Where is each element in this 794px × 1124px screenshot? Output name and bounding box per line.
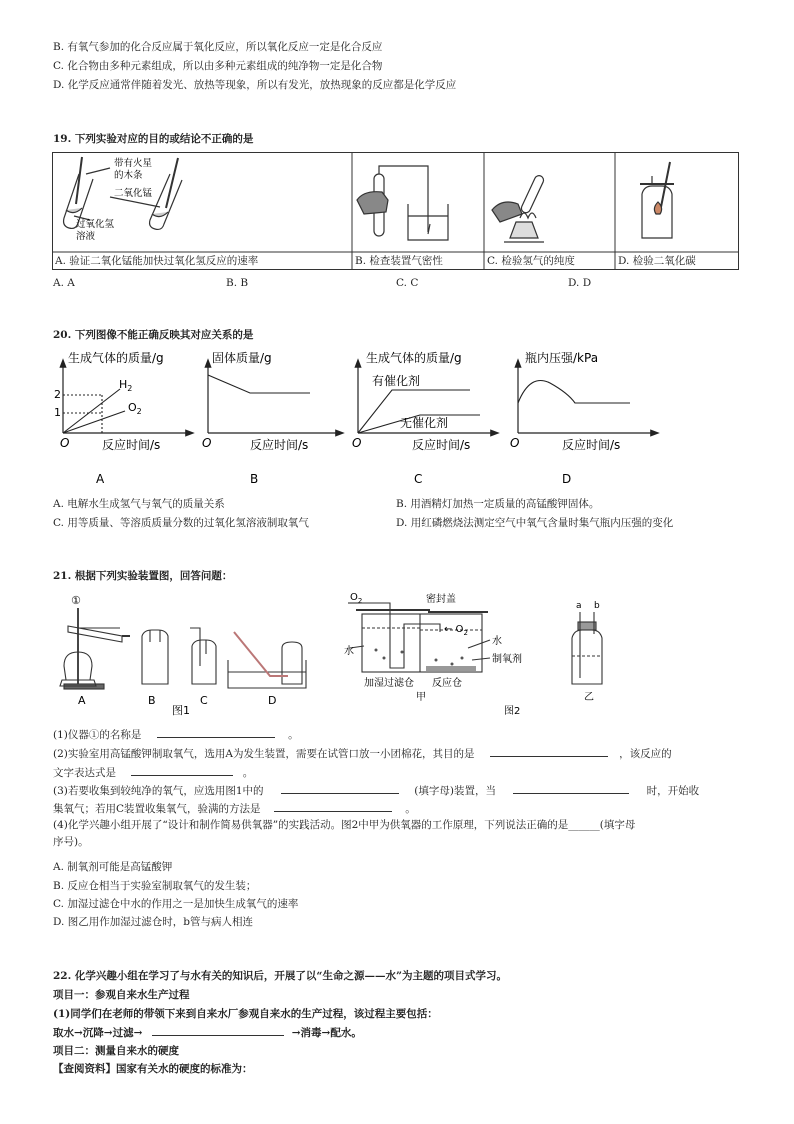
graph-b-origin: O — [202, 436, 212, 450]
fig2-agent: 制氧剂 — [492, 654, 522, 665]
graph-a-tick-1: 1 — [54, 406, 61, 419]
fig1-letter-b: B — [148, 694, 156, 707]
graph-c-ylabel: 生成气体的质量/g — [366, 351, 462, 365]
graph-a-o2-line — [63, 411, 125, 433]
answer-d: D. D — [568, 277, 592, 289]
graph-b-xlabel: 反应时间/s — [250, 438, 309, 452]
answer-blank-4[interactable] — [281, 782, 399, 794]
q21-option-c: C. 加湿过滤仓中水的作用之一是加快生成氧气的速率 — [53, 898, 299, 910]
fig2-caption: 图2 — [504, 706, 521, 717]
graph-d-curve — [518, 381, 630, 404]
caption-b: B. 检查装置气密性 — [355, 255, 443, 267]
graph-a-tick-2: 2 — [54, 388, 61, 401]
fig1-caption: 图1 — [172, 704, 190, 717]
q19-apparatus-c — [492, 174, 545, 242]
label-h2o2-2: 溶液 — [76, 231, 96, 242]
answer-a: A. A — [53, 277, 75, 289]
q21-title: 21. 根据下列实验装置图，回答问题： — [53, 570, 233, 582]
fig2-o2-top: $O_2$ — [350, 592, 363, 605]
fig2-jia: 甲 — [416, 692, 426, 703]
q21-line-3: 文字表达式是 。 — [53, 764, 253, 780]
graph-a-curves — [63, 389, 125, 433]
answer-blank-2[interactable] — [490, 745, 608, 757]
answer-blank-3[interactable] — [131, 764, 233, 776]
q22-project-2: 项目二：测量自来水的硬度 — [53, 1045, 179, 1057]
graph-c-xlabel: 反应时间/s — [412, 438, 471, 452]
q22-line-1: (1)同学们在老师的带领下来到自来水厂参观自来水的生产过程，该过程主要包括： — [53, 1008, 438, 1020]
answer-b: B. B — [226, 277, 249, 289]
caption-a: A. 验证二氧化锰能加快过氧化氢反应的速率 — [55, 255, 259, 267]
q19-figure-table — [52, 152, 740, 272]
graph-d-xlabel: 反应时间/s — [562, 438, 621, 452]
label-splint-2: 的木条 — [114, 170, 143, 181]
fig2-lid: 密封盖 — [426, 594, 456, 605]
q20-graphs — [40, 345, 660, 490]
q21-figure-1 — [50, 588, 330, 718]
label-splint-1: 带有火星 — [114, 158, 153, 169]
q21-line-7: 序号)。 — [53, 836, 89, 848]
graph-b-ylabel: 固体质量/g — [212, 351, 272, 365]
fig2-left-tank: 加湿过滤仓 — [364, 678, 414, 689]
fig2-water-left: 水 — [344, 646, 354, 657]
graph-a-letter: A — [96, 472, 105, 486]
graph-a-h2-line — [63, 389, 120, 433]
fig2-label-b: b — [594, 601, 600, 611]
fig1-letter-c: C — [200, 694, 208, 707]
fig2-right-tank: 反应仓 — [432, 678, 462, 689]
graph-c-letter: C — [414, 472, 423, 486]
q21-line-2: (2)实验室用高锰酸钾制取氧气，选用A为发生装置，需要在试管口放一小团棉花，其目的是 ，该反应的 — [53, 745, 672, 761]
fig1-letter-d: D — [268, 694, 277, 707]
answer-blank-1[interactable] — [157, 726, 275, 738]
graph-b-letter: B — [250, 472, 259, 486]
q20-option-a: A. 电解水生成氢气与氧气的质量关系 — [53, 498, 225, 510]
q22-line-2: 取水→沉降→过滤→ →消毒→配水。 — [53, 1024, 362, 1040]
q21-line-5: 集氧气；若用C装置收集氧气，验满的方法是 。 — [53, 800, 416, 816]
q22-line-3: 【查阅资料】国家有关水的硬度的标准为： — [53, 1063, 253, 1075]
graph-a-ylabel: 生成气体的质量/g — [68, 351, 164, 365]
graph-a-o2-label: $O_2$ — [128, 401, 142, 416]
answer-blank-5[interactable] — [513, 782, 629, 794]
option-d-text: D. 化学反应通常伴随着发光、放热等现象，所以有发光，放热现象的反应都是化学反应 — [53, 79, 457, 91]
q21-option-d: D. 图乙用作加湿过滤仓时，b管与病人相连 — [53, 916, 253, 928]
q20-option-c: C. 用等质量、等溶质质量分数的过氧化氢溶液制取氧气 — [53, 517, 309, 529]
graph-d-origin: O — [510, 436, 520, 450]
fig2-label-a: a — [576, 601, 582, 611]
answer-c: C. C — [396, 277, 419, 289]
graph-a-h2-label: $H_2$ — [119, 378, 133, 393]
caption-d: D. 检验二氧化碳 — [618, 255, 696, 267]
q22-title: 22. 化学兴趣小组在学习了与水有关的知识后，开展了以“生命之源——水”为主题的项目式学习。 — [53, 970, 508, 982]
answer-blank-7[interactable] — [152, 1024, 284, 1036]
graph-c-catalyst-label: 有催化剂 — [372, 374, 421, 388]
q19-apparatus-b — [357, 166, 448, 240]
q21-option-b: B. 反应仓相当于实验室制取氧气的发生装； — [53, 880, 257, 892]
fig2-water-right: 水 — [492, 636, 502, 647]
fig2-yi: 乙 — [584, 692, 594, 703]
q21-line-6: (4)化学兴趣小组开展了“设计和制作简易供氧器”的实践活动。图2中甲为供氧器的工作原理，下列说法正确的是______(填字母 — [53, 819, 636, 831]
graph-c-origin: O — [352, 436, 362, 450]
q21-line-1: (1)仪器①的名称是 。 — [53, 726, 299, 742]
q20-option-d: D. 用红磷燃烧法测定空气中氧气含量时集气瓶内压强的变化 — [396, 517, 674, 529]
q20-title: 20. 下列图像不能正确反映其对应关系的是 — [53, 329, 254, 341]
graph-d-letter: D — [562, 472, 572, 486]
graph-d-ylabel: 瓶内压强/kPa — [525, 351, 599, 365]
q21-option-a: A. 制氧剂可能是高锰酸钾 — [53, 861, 173, 873]
q20-option-b: B. 用酒精灯加热一定质量的高锰酸钾固体。 — [396, 498, 600, 510]
graph-b-curve — [208, 375, 310, 393]
q22-project-1: 项目一：参观自来水生产过程 — [53, 989, 190, 1001]
graph-a-origin: O — [60, 436, 70, 450]
option-c-text: C. 化合物由多种元素组成，所以由多种元素组成的纯净物一定是化合物 — [53, 60, 383, 72]
q21-figure-2 — [340, 588, 640, 718]
caption-c: C. 检验氢气的纯度 — [487, 255, 575, 267]
graph-a-xlabel: 反应时间/s — [102, 438, 161, 452]
q21-line-4: (3)若要收集到较纯净的氧气，应选用图1中的 (填字母)装置，当 时，开始收 — [53, 782, 699, 798]
fig2-yi-bottle — [572, 612, 602, 684]
option-b-text: B. 有氧气参加的化合反应属于氧化反应，所以氧化反应一定是化合反应 — [53, 41, 383, 53]
answer-blank-6[interactable] — [274, 800, 392, 812]
label-h2o2-1: 过氧化氢 — [76, 219, 115, 230]
label-mno2: 二氧化锰 — [114, 188, 153, 199]
q19-apparatus-d — [640, 162, 674, 238]
fig1-marker: ① — [71, 594, 81, 607]
graph-c-no-catalyst-label: 无催化剂 — [400, 416, 449, 430]
fig1-letter-a: A — [78, 694, 86, 707]
fig2-o2-inner: ← $O_2$ — [444, 624, 468, 637]
q19-title: 19. 下列实验对应的目的或结论不正确的是 — [53, 133, 254, 145]
